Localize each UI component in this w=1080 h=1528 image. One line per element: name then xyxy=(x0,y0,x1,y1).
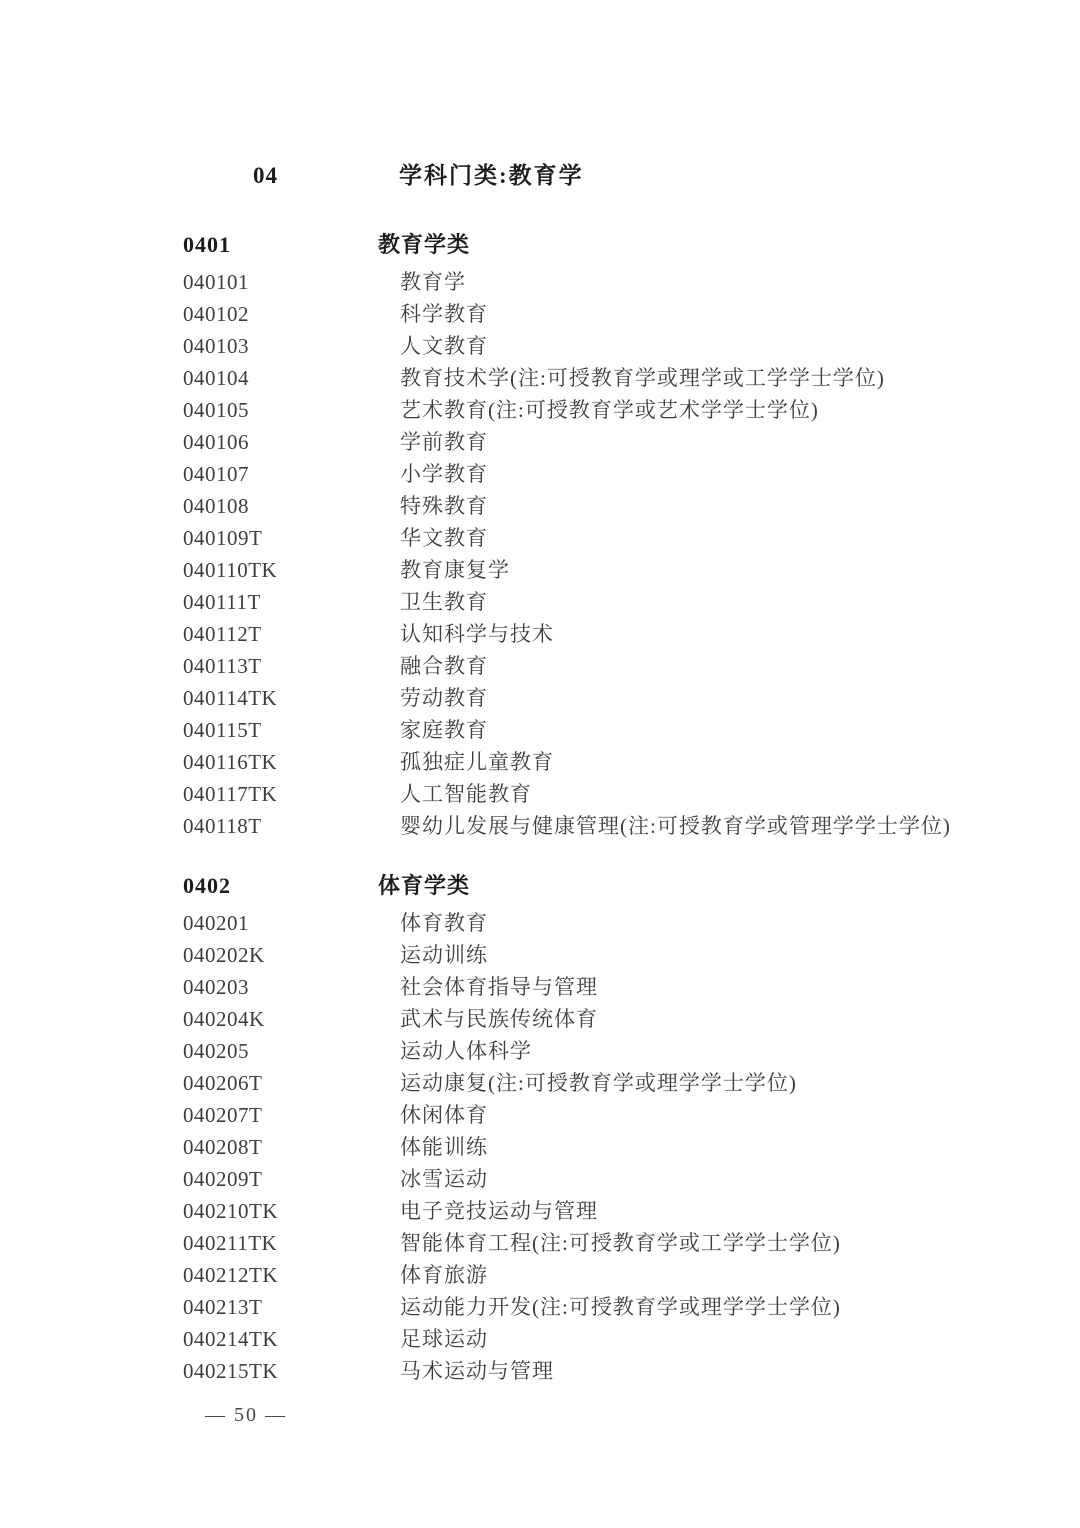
major-row xyxy=(183,330,1040,362)
major-row xyxy=(183,362,1040,394)
major-code: 040113T xyxy=(183,654,262,678)
major-code: 040118T xyxy=(183,814,262,838)
major-name: 认知科学与技术 xyxy=(400,622,554,646)
major-row xyxy=(183,714,1040,746)
major-row xyxy=(183,1291,1040,1323)
major-row xyxy=(183,1227,1040,1259)
major-name: 电子竞技运动与管理 xyxy=(400,1199,598,1223)
major-row xyxy=(183,554,1040,586)
major-row xyxy=(183,746,1040,778)
major-code: 040104 xyxy=(183,366,249,390)
major-row xyxy=(183,1067,1040,1099)
major-name: 马术运动与管理 xyxy=(400,1359,554,1383)
major-row xyxy=(183,1003,1040,1035)
major-row xyxy=(183,810,1040,842)
major-row xyxy=(183,586,1040,618)
major-name: 智能体育工程(注:可授教育学或工学学士学位) xyxy=(400,1231,841,1255)
major-row xyxy=(183,907,1040,939)
section-items xyxy=(183,266,1040,842)
major-name: 运动康复(注:可授教育学或理学学士学位) xyxy=(400,1071,797,1095)
major-row xyxy=(183,1355,1040,1387)
section-code: 0401 xyxy=(183,232,231,257)
major-code: 040108 xyxy=(183,494,249,518)
major-code: 040207T xyxy=(183,1103,263,1127)
section-items xyxy=(183,907,1040,1387)
section-header-row xyxy=(183,870,1040,902)
major-row xyxy=(183,971,1040,1003)
major-name: 教育康复学 xyxy=(400,558,510,582)
major-code: 040116TK xyxy=(183,750,278,774)
major-name: 孤独症儿童教育 xyxy=(400,750,554,774)
major-row xyxy=(183,522,1040,554)
major-name: 教育学 xyxy=(400,270,466,294)
major-name: 婴幼儿发展与健康管理(注:可授教育学或管理学学士学位) xyxy=(400,814,951,838)
major-row xyxy=(183,266,1040,298)
discipline-section xyxy=(183,229,1040,842)
major-code: 040110TK xyxy=(183,558,278,582)
category-title: 学科门类:教育学 xyxy=(399,163,584,188)
major-code: 040105 xyxy=(183,398,249,422)
major-name: 冰雪运动 xyxy=(400,1167,488,1191)
major-row xyxy=(183,1099,1040,1131)
section-name: 体育学类 xyxy=(378,873,471,898)
major-row xyxy=(183,939,1040,971)
major-row xyxy=(183,394,1040,426)
major-row xyxy=(183,1035,1040,1067)
major-row xyxy=(183,298,1040,330)
major-name: 人文教育 xyxy=(400,334,488,358)
sections-container xyxy=(183,229,1040,1387)
major-name: 小学教育 xyxy=(400,462,488,486)
major-name: 学前教育 xyxy=(400,430,488,454)
page-footer xyxy=(205,1404,287,1427)
major-row xyxy=(183,778,1040,810)
major-name: 卫生教育 xyxy=(400,590,488,614)
major-row xyxy=(183,618,1040,650)
major-row xyxy=(183,458,1040,490)
major-code: 040101 xyxy=(183,270,249,294)
major-name: 特殊教育 xyxy=(400,494,488,518)
major-code: 040214TK xyxy=(183,1327,278,1351)
major-code: 040109T xyxy=(183,526,263,550)
major-code: 040102 xyxy=(183,302,249,326)
major-code: 040208T xyxy=(183,1135,263,1159)
major-name: 教育技术学(注:可授教育学或理学或工学学士学位) xyxy=(400,366,885,390)
section-name: 教育学类 xyxy=(378,232,471,257)
major-name: 足球运动 xyxy=(400,1327,488,1351)
major-code: 040111T xyxy=(183,590,261,614)
major-row xyxy=(183,1163,1040,1195)
major-name: 体能训练 xyxy=(400,1135,488,1159)
major-name: 社会体育指导与管理 xyxy=(400,975,598,999)
major-name: 体育教育 xyxy=(400,911,488,935)
major-name: 休闲体育 xyxy=(400,1103,488,1127)
major-row xyxy=(183,1131,1040,1163)
major-code: 040206T xyxy=(183,1071,263,1095)
major-code: 040117TK xyxy=(183,782,278,806)
major-row xyxy=(183,682,1040,714)
major-row xyxy=(183,1259,1040,1291)
major-code: 040115T xyxy=(183,718,262,742)
category-code: 04 xyxy=(253,163,278,188)
major-name: 体育旅游 xyxy=(400,1263,488,1287)
major-row xyxy=(183,1323,1040,1355)
major-name: 人工智能教育 xyxy=(400,782,532,806)
page-number: — 50 — xyxy=(205,1404,287,1426)
major-code: 040211TK xyxy=(183,1231,278,1255)
discipline-section xyxy=(183,870,1040,1387)
major-code: 040201 xyxy=(183,911,249,935)
major-code: 040107 xyxy=(183,462,249,486)
major-code: 040106 xyxy=(183,430,249,454)
major-code: 040114TK xyxy=(183,686,278,710)
major-code: 040212TK xyxy=(183,1263,278,1287)
category-header xyxy=(183,162,584,190)
major-name: 运动人体科学 xyxy=(400,1039,532,1063)
major-code: 040103 xyxy=(183,334,249,358)
major-code: 040215TK xyxy=(183,1359,278,1383)
major-name: 科学教育 xyxy=(400,302,488,326)
major-code: 040213T xyxy=(183,1295,263,1319)
major-name: 运动训练 xyxy=(400,943,488,967)
major-code: 040112T xyxy=(183,622,262,646)
major-row xyxy=(183,426,1040,458)
major-name: 华文教育 xyxy=(400,526,488,550)
major-code: 040209T xyxy=(183,1167,263,1191)
major-row xyxy=(183,1195,1040,1227)
major-name: 运动能力开发(注:可授教育学或理学学士学位) xyxy=(400,1295,841,1319)
major-code: 040210TK xyxy=(183,1199,278,1223)
major-code: 040203 xyxy=(183,975,249,999)
major-row xyxy=(183,650,1040,682)
major-code: 040205 xyxy=(183,1039,249,1063)
major-name: 融合教育 xyxy=(400,654,488,678)
major-name: 武术与民族传统体育 xyxy=(400,1007,598,1031)
major-code: 040202K xyxy=(183,943,265,967)
section-code: 0402 xyxy=(183,873,231,898)
major-name: 艺术教育(注:可授教育学或艺术学学士学位) xyxy=(400,398,819,422)
major-code: 040204K xyxy=(183,1007,265,1031)
major-row xyxy=(183,490,1040,522)
major-name: 家庭教育 xyxy=(400,718,488,742)
major-name: 劳动教育 xyxy=(400,686,488,710)
section-header-row xyxy=(183,229,1040,261)
